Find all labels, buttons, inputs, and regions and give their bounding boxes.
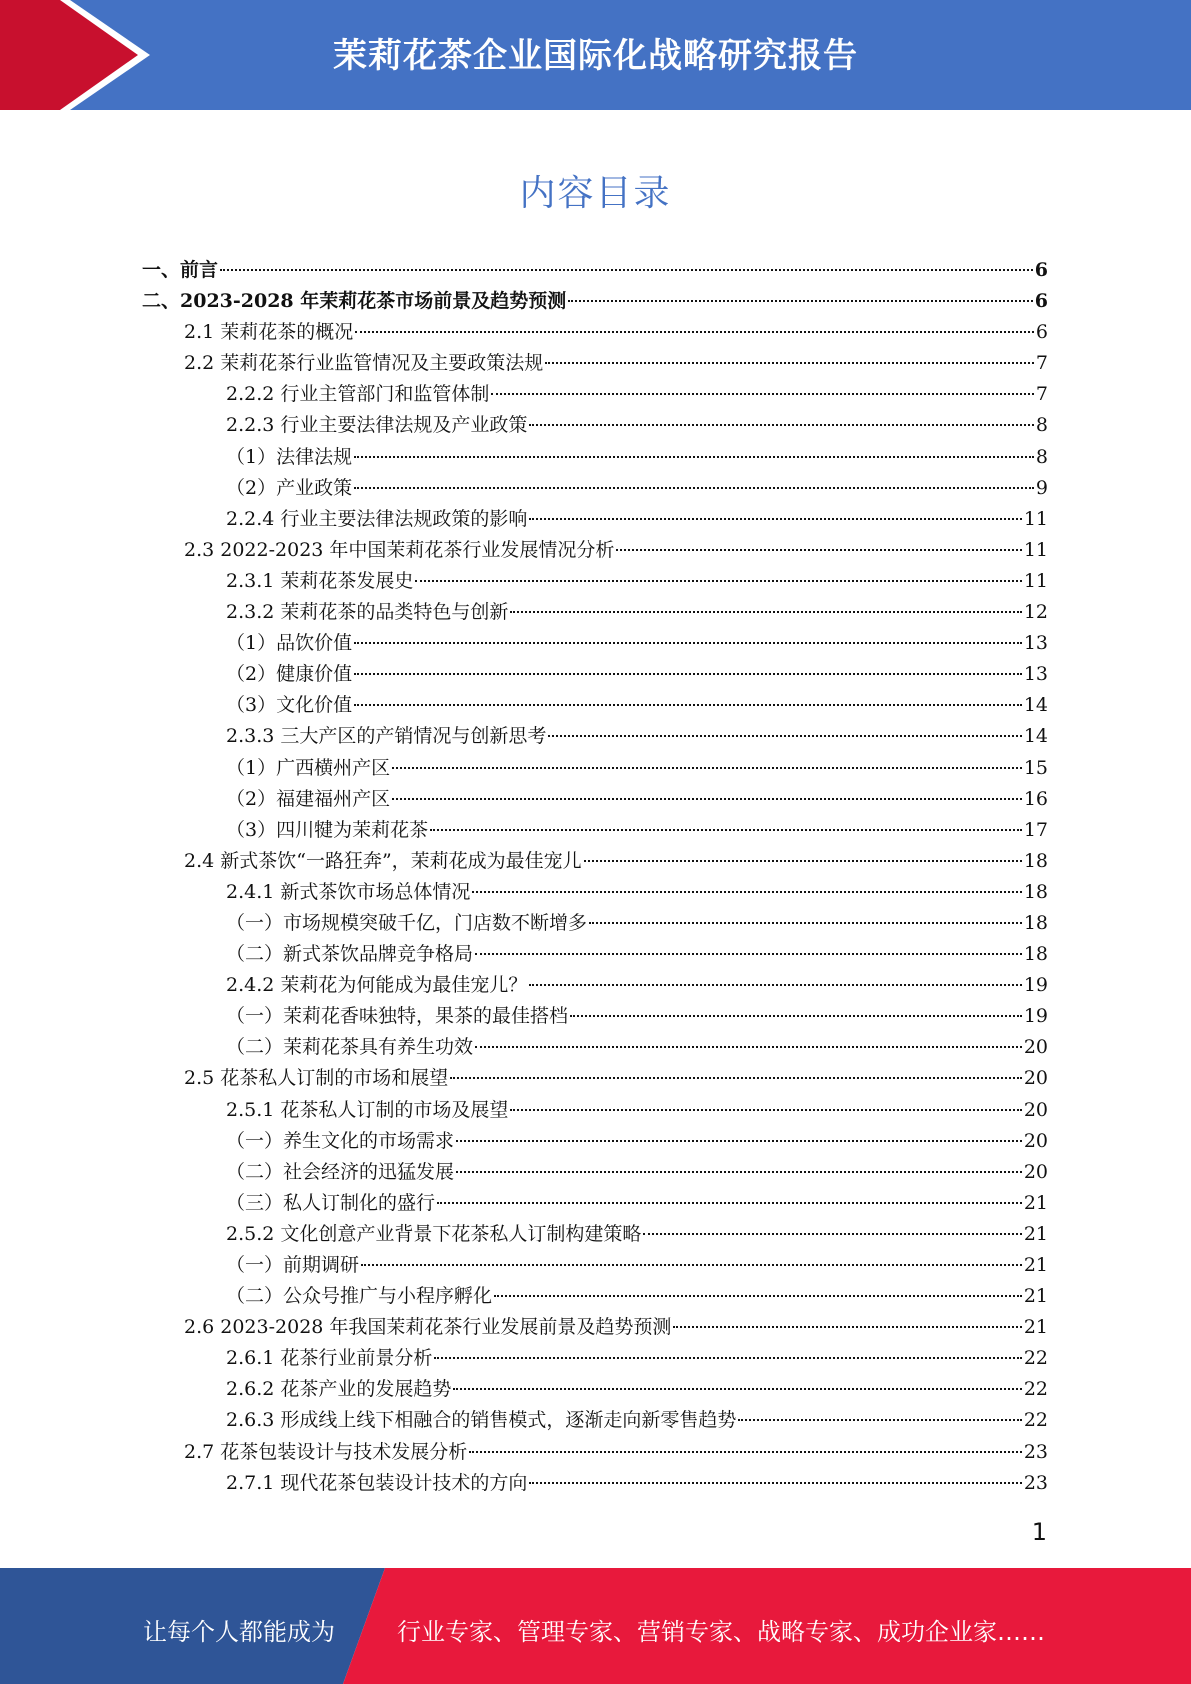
toc-entry-label: （二）公众号推广与小程序孵化	[226, 1285, 493, 1308]
toc-entry-page: 21	[1023, 1191, 1048, 1214]
toc-dot-leader	[220, 269, 1033, 271]
toc-dot-leader	[392, 767, 1022, 769]
toc-entry[interactable]	[142, 721, 1048, 752]
toc-dot-leader	[616, 549, 1021, 551]
toc-entry[interactable]	[142, 784, 1048, 815]
toc-entry[interactable]	[142, 1032, 1048, 1063]
toc-dot-leader	[738, 1419, 1021, 1421]
toc-dot-leader	[437, 1202, 1022, 1204]
toc-dot-leader	[434, 1357, 1021, 1359]
toc-dot-leader	[453, 1388, 1021, 1390]
toc-dot-leader	[355, 331, 1034, 333]
toc-entry[interactable]	[142, 690, 1048, 721]
toc-entry-page: 13	[1023, 663, 1048, 686]
header-banner	[0, 0, 1191, 110]
toc-entry-page: 22	[1023, 1409, 1048, 1432]
toc-entry-page: 20	[1023, 1036, 1048, 1059]
toc-entry-label: （一）市场规模突破千亿，门店数不断增多	[226, 911, 588, 934]
toc-entry-page: 22	[1023, 1347, 1048, 1370]
toc-entry-page: 8	[1035, 414, 1048, 437]
toc-entry-label: 2.7 花茶包装设计与技术发展分析	[184, 1440, 468, 1463]
toc-dot-leader	[475, 1046, 1022, 1048]
toc-entry-label: （一）茉莉花香味独特，果茶的最佳搭档	[226, 1005, 569, 1028]
toc-dot-leader	[529, 518, 1021, 520]
toc-entry[interactable]	[142, 1126, 1048, 1157]
toc-dot-leader	[529, 424, 1034, 426]
toc-entry[interactable]	[142, 815, 1048, 846]
toc-entry-label: 2.2 茉莉花茶行业监管情况及主要政策法规	[184, 352, 544, 375]
toc-dot-leader	[510, 1109, 1021, 1111]
toc-entry-label: （2）健康价值	[226, 663, 353, 686]
toc-entry[interactable]	[142, 659, 1048, 690]
toc-dot-leader	[491, 393, 1034, 395]
toc-entry-label: 2.5.1 花茶私人订制的市场及展望	[226, 1098, 509, 1121]
toc-entry-page: 21	[1023, 1254, 1048, 1276]
toc-entry-page: 17	[1023, 818, 1048, 841]
toc-entry[interactable]	[142, 504, 1048, 535]
toc-dot-leader	[475, 953, 1022, 955]
toc-entry-page: 6	[1035, 321, 1048, 344]
toc-entry-page: 6	[1034, 259, 1048, 281]
toc-dot-leader	[354, 642, 1022, 644]
toc-dot-leader	[415, 580, 1021, 582]
toc-entry[interactable]	[142, 442, 1048, 473]
toc-entry[interactable]	[142, 1219, 1048, 1250]
toc-dot-leader	[510, 611, 1021, 613]
toc-dot-leader	[673, 1326, 1021, 1328]
toc-entry-page: 16	[1023, 787, 1048, 810]
toc-entry-label: （二）社会经济的迅猛发展	[226, 1160, 455, 1183]
toc-dot-leader	[529, 1482, 1021, 1484]
toc-dot-leader	[354, 673, 1022, 675]
toc-entry-page: 18	[1023, 849, 1048, 872]
toc-entry-page: 18	[1023, 943, 1048, 966]
toc-dot-leader	[354, 704, 1022, 706]
toc-dot-leader	[494, 1295, 1022, 1297]
toc-dot-leader	[548, 735, 1021, 737]
toc-entry[interactable]	[142, 1001, 1048, 1032]
toc-entry-page: 11	[1023, 538, 1048, 561]
toc-entry-page: 11	[1023, 569, 1048, 592]
toc-entry-page: 9	[1035, 476, 1048, 499]
toc-entry-page: 21	[1023, 1222, 1048, 1245]
toc-entry[interactable]	[142, 379, 1048, 410]
toc-entry-page: 20	[1023, 1067, 1048, 1090]
toc-entry-page: 22	[1023, 1378, 1048, 1401]
toc-entry-page: 11	[1023, 507, 1048, 530]
toc-entry-page: 20	[1023, 1098, 1048, 1121]
toc-entry-page: 21	[1023, 1316, 1048, 1339]
toc-entry-label: （二）茉莉花茶具有养生功效	[226, 1036, 474, 1059]
toc-dot-leader	[589, 922, 1022, 924]
toc-dot-leader	[450, 1077, 1022, 1079]
footer-tagline-left: 让每个人都能成为	[143, 1618, 335, 1646]
toc-dot-leader	[529, 984, 1021, 986]
toc-entry-label: （3）文化价值	[226, 694, 353, 717]
toc-entry-page: 14	[1023, 694, 1048, 717]
toc-entry-page: 13	[1023, 632, 1048, 655]
footer-tagline-right: 行业专家、管理专家、营销专家、战略专家、成功企业家……	[397, 1618, 1045, 1646]
toc-entry[interactable]	[142, 597, 1048, 628]
toc-entry-label: 2.2.3 行业主要法律法规及产业政策	[226, 414, 528, 437]
toc-entry[interactable]	[142, 1312, 1048, 1343]
toc-entry-page: 7	[1035, 352, 1048, 375]
toc-entry[interactable]	[142, 970, 1048, 1001]
toc-entry[interactable]	[142, 1281, 1048, 1312]
toc-entry-label: （一）前期调研	[226, 1254, 360, 1276]
toc-entry-page: 21	[1023, 1285, 1048, 1308]
toc-entry-label: 2.2.2 行业主管部门和监管体制	[226, 383, 490, 406]
toc-entry-label: 2.3.1 茉莉花茶发展史	[226, 569, 414, 592]
toc-dot-leader	[354, 456, 1034, 458]
toc-entry-label: 2.6.2 花茶产业的发展趋势	[226, 1378, 452, 1401]
toc-entry-page: 6	[1034, 290, 1048, 313]
page-number: 1	[1031, 1518, 1047, 1546]
toc-entry[interactable]	[142, 535, 1048, 566]
table-of-contents	[142, 255, 1048, 1499]
toc-dot-leader	[472, 891, 1021, 893]
toc-entry-page: 18	[1023, 880, 1048, 903]
toc-entry[interactable]	[142, 846, 1048, 877]
toc-entry-label: 2.5.2 文化创意产业背景下花茶私人订制构建策略	[226, 1222, 642, 1245]
toc-entry-label: 2.6.1 花茶行业前景分析	[226, 1347, 433, 1370]
toc-entry-label: （1）广西横州产区	[226, 756, 391, 779]
toc-entry[interactable]	[142, 1374, 1048, 1405]
toc-entry-label: （三）私人订制化的盛行	[226, 1191, 436, 1214]
toc-entry-label: 2.1 茉莉花茶的概况	[184, 321, 354, 344]
toc-entry-label: 2.5 花茶私人订制的市场和展望	[184, 1067, 449, 1090]
toc-entry-label: 2.3.3 三大产区的产销情况与创新思考	[226, 725, 547, 748]
toc-entry[interactable]	[142, 317, 1048, 348]
toc-dot-leader	[643, 1233, 1021, 1235]
toc-dot-leader	[354, 487, 1034, 489]
toc-entry-page: 19	[1023, 974, 1048, 997]
toc-entry-label: （2）福建福州产区	[226, 787, 391, 810]
toc-heading: 内容目录	[519, 173, 672, 214]
toc-entry[interactable]	[142, 1405, 1048, 1436]
toc-entry[interactable]	[142, 1250, 1048, 1281]
toc-entry-label: 2.6.3 形成线上线下相融合的销售模式，逐渐走向新零售趋势	[226, 1409, 737, 1432]
toc-dot-leader	[430, 829, 1022, 831]
toc-entry-label: （1）品饮价值	[226, 632, 353, 655]
toc-entry-page: 14	[1023, 725, 1048, 748]
toc-entry-label: 2.3.2 茉莉花茶的品类特色与创新	[226, 601, 509, 624]
toc-entry[interactable]	[142, 255, 1048, 286]
toc-entry-page: 23	[1023, 1471, 1048, 1494]
toc-entry-label: 2.2.4 行业主要法律法规政策的影响	[226, 507, 528, 530]
toc-entry-label: 2.3 2022-2023 年中国茉莉花茶行业发展情况分析	[184, 538, 615, 561]
toc-entry[interactable]	[142, 1157, 1048, 1188]
toc-entry[interactable]	[142, 628, 1048, 659]
toc-entry[interactable]	[142, 286, 1048, 317]
toc-dot-leader	[361, 1264, 1022, 1266]
toc-entry-label: （2）产业政策	[226, 476, 353, 499]
toc-entry-page: 23	[1023, 1440, 1048, 1463]
toc-entry-label: 2.4.1 新式茶饮市场总体情况	[226, 880, 471, 903]
toc-dot-leader	[545, 362, 1034, 364]
footer-banner	[0, 1568, 1191, 1684]
toc-entry-page: 20	[1023, 1129, 1048, 1152]
toc-entry-page: 20	[1023, 1160, 1048, 1183]
toc-entry[interactable]	[142, 1468, 1048, 1499]
toc-entry-label: 一、前言	[142, 259, 219, 281]
toc-entry-page: 12	[1023, 601, 1048, 624]
toc-dot-leader	[469, 1451, 1022, 1453]
toc-entry-page: 15	[1023, 756, 1048, 779]
toc-entry[interactable]	[142, 753, 1048, 784]
toc-entry[interactable]	[142, 1063, 1048, 1094]
toc-entry-page: 18	[1023, 911, 1048, 934]
toc-dot-leader	[568, 300, 1033, 302]
toc-entry-label: （二）新式茶饮品牌竞争格局	[226, 943, 474, 966]
toc-dot-leader	[456, 1140, 1022, 1142]
toc-entry[interactable]	[142, 566, 1048, 597]
toc-entry[interactable]	[142, 908, 1048, 939]
toc-entry[interactable]	[142, 410, 1048, 441]
toc-entry[interactable]	[142, 877, 1048, 908]
toc-entry-label: （一）养生文化的市场需求	[226, 1129, 455, 1152]
toc-entry[interactable]	[142, 473, 1048, 504]
toc-dot-leader	[392, 798, 1022, 800]
toc-entry-label: 2.7.1 现代花茶包装设计技术的方向	[226, 1471, 528, 1494]
toc-entry-label: （3）四川犍为茉莉花茶	[226, 818, 429, 841]
toc-dot-leader	[584, 860, 1022, 862]
toc-entry-label: 2.4 新式茶饮“一路狂奔”，茉莉花成为最佳宠儿	[184, 849, 582, 872]
toc-entry[interactable]	[142, 1343, 1048, 1374]
toc-entry[interactable]	[142, 1188, 1048, 1219]
toc-entry[interactable]	[142, 1437, 1048, 1468]
toc-entry-label: 二、2023-2028 年茉莉花茶市场前景及趋势预测	[142, 290, 567, 313]
toc-entry-label: 2.6 2023-2028 年我国茉莉花茶行业发展前景及趋势预测	[184, 1316, 672, 1339]
toc-entry-page: 8	[1035, 445, 1048, 468]
toc-entry-label: （1）法律法规	[226, 445, 353, 468]
toc-entry-label: 2.4.2 茉莉花为何能成为最佳宠儿？	[226, 974, 528, 997]
report-title: 茉莉花茶企业国际化战略研究报告	[333, 36, 858, 76]
toc-entry-page: 7	[1035, 383, 1048, 406]
toc-dot-leader	[570, 1015, 1022, 1017]
toc-entry[interactable]	[142, 939, 1048, 970]
toc-entry[interactable]	[142, 348, 1048, 379]
toc-entry[interactable]	[142, 1095, 1048, 1126]
toc-entry-page: 19	[1023, 1005, 1048, 1028]
toc-dot-leader	[456, 1171, 1022, 1173]
